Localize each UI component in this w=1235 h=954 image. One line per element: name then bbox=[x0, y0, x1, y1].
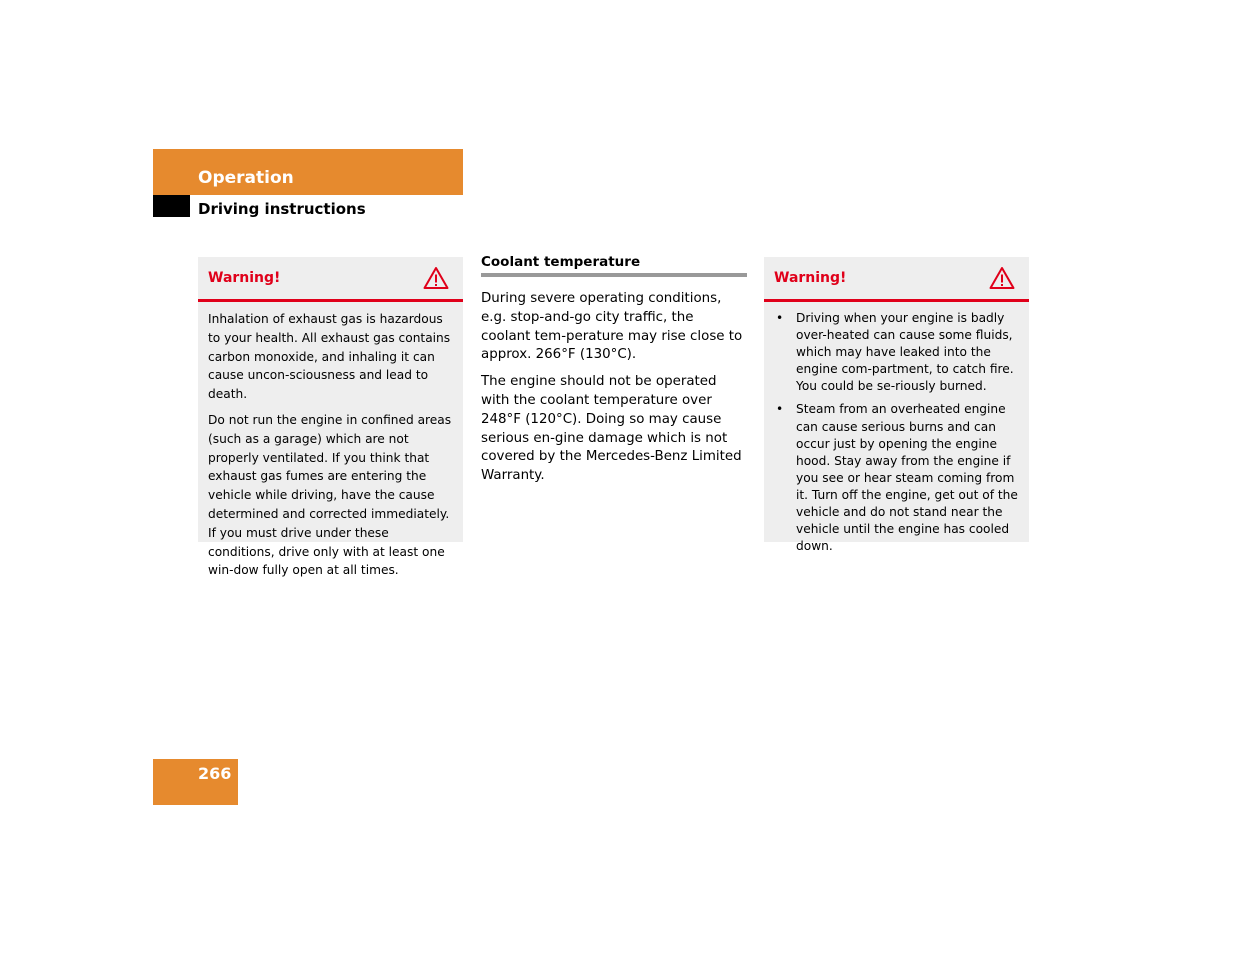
warning-box-overheat bbox=[764, 257, 1029, 554]
warning-bullet-item: • Steam from an overheated engine can cause serious burns and can occur just by opening the engine hood. Stay away from the engine if you see or hear steam coming from it. Turn off the engine, get out of the vehicle and do not stand near the vehicle until the engine has cooled down. bbox=[774, 401, 1019, 555]
warning-label: Warning! bbox=[774, 270, 847, 286]
section-title: Operation bbox=[198, 168, 294, 188]
coolant-paragraph: During severe operating conditions, e.g. stop-and-go city traffic, the coolant tem-perature may rise close to approx. 266°F (130°C). bbox=[481, 291, 743, 363]
page-number: 266 bbox=[198, 764, 232, 783]
warning-header bbox=[198, 257, 463, 302]
warning-body bbox=[198, 302, 463, 580]
warning-box-exhaust bbox=[198, 257, 463, 578]
coolant-paragraph: The engine should not be operated with the coolant temperature over 248°F (120°C). Doing so may cause serious en-gine damage which is not covered by the Mercedes-Benz Limited Warranty. bbox=[481, 374, 742, 484]
warning-label: Warning! bbox=[208, 270, 281, 286]
warning-header bbox=[764, 257, 1029, 302]
warning-bullet-item: • Driving when your engine is badly over-heated can cause some fluids, which may have leaked into the engine com-partment, to catch fire. You could be se-riously burned. bbox=[774, 310, 1019, 395]
coolant-heading: Coolant temperature bbox=[481, 254, 747, 277]
coolant-section bbox=[481, 254, 747, 494]
warning-body bbox=[764, 302, 1029, 555]
warning-triangle-icon bbox=[989, 266, 1015, 290]
subsection-title: Driving instructions bbox=[198, 200, 366, 218]
warning-paragraph: Do not run the engine in confined areas (such as a garage) which are not properly ventilated. If you think that exhaust gas fumes are entering the vehicle while driving, have the cause determined and corrected immediately. If you must drive under these conditions, drive only with at least one win-dow fully open at all times. bbox=[208, 412, 452, 578]
warning-bullet-list bbox=[774, 310, 1019, 555]
warning-paragraph: Inhalation of exhaust gas is hazardous to your health. All exhaust gas contains carbon monoxide, and inhaling it can cause uncon-sciousness and lead to death. bbox=[208, 312, 451, 402]
warning-triangle-icon bbox=[423, 266, 449, 290]
subsection-marker bbox=[153, 195, 190, 217]
